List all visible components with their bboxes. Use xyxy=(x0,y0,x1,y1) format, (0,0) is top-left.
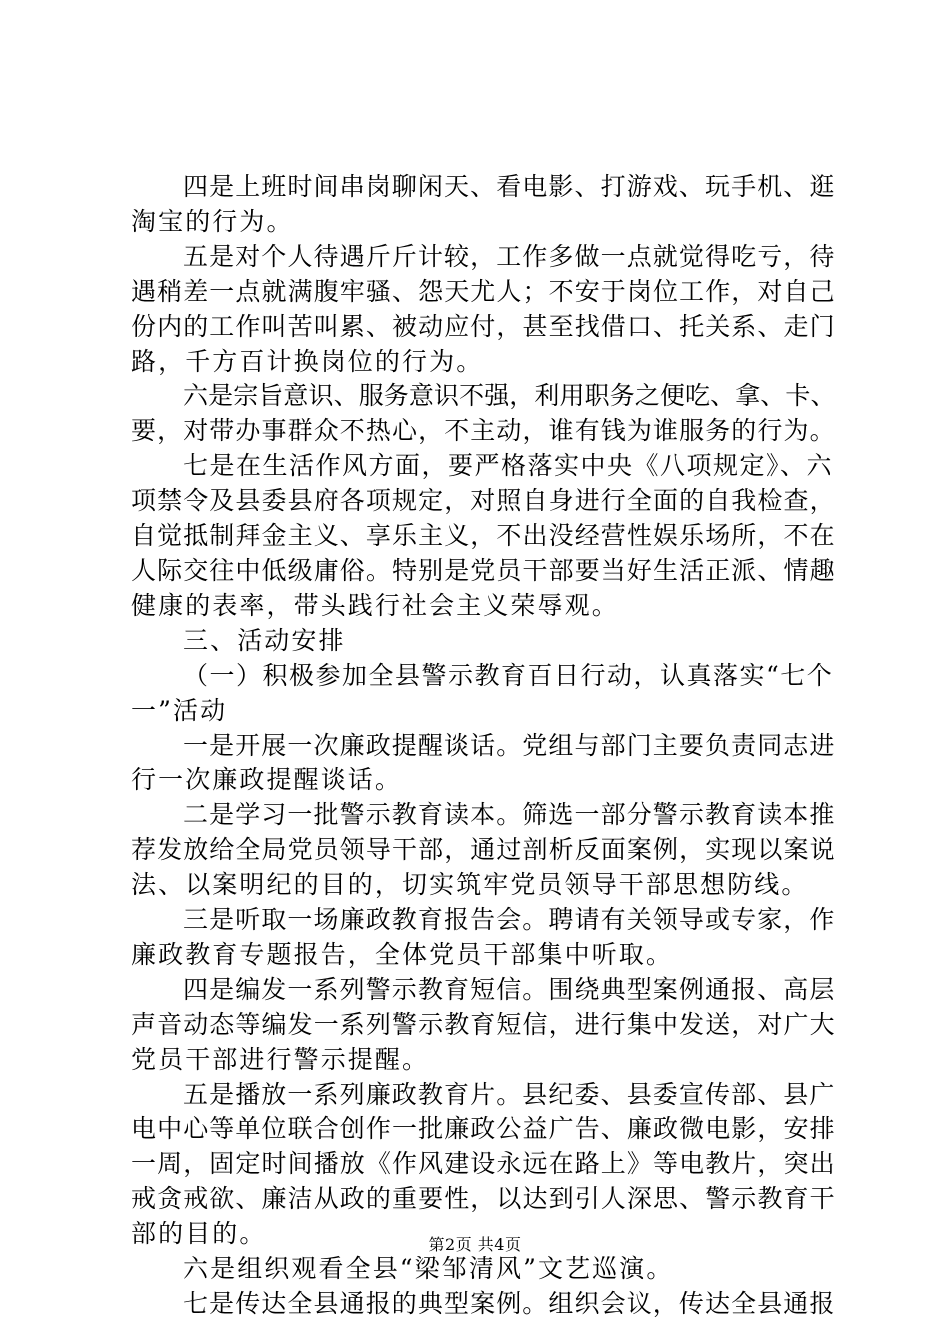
text-line: 一周，固定时间播放《作风建设永远在路上》等电教片，突出 xyxy=(131,1149,836,1179)
text-line: 荐发放给全局党员领导干部，通过剖析反面案例，实现以案说 xyxy=(131,835,836,865)
text-line: 四是上班时间串岗聊闲天、看电影、打游戏、玩手机、逛 xyxy=(183,172,836,201)
text-line: 电中心等单位联合创作一批廉政公益广告、廉政微电影，安排 xyxy=(131,1114,836,1144)
text-line: 法、以案明纪的目的，切实筑牢党员领导干部思想防线。 xyxy=(131,870,809,900)
text-line: 淘宝的行为。 xyxy=(131,206,294,236)
text-line: 遇稍差一点就满腹牢骚、怨天尤人；不安于岗位工作，对自己 xyxy=(131,276,836,306)
text-line: 六是宗旨意识、服务意识不强，利用职务之便吃、拿、卡、 xyxy=(183,381,836,411)
text-line: 七是在生活作风方面，要严格落实中央《八项规定》、六 xyxy=(183,451,834,481)
document-body xyxy=(131,170,836,1322)
text-line: 戒贪戒欲、廉洁从政的重要性，以达到引人深思、警示教育干 xyxy=(131,1184,836,1214)
text-line: 六是组织观看全县“梁邹清风”文艺巡演。 xyxy=(183,1254,674,1284)
text-line: 廉政教育专题报告，全体党员干部集中听取。 xyxy=(131,939,674,969)
text-line: 自觉抵制拜金主义、享乐主义，不出没经营性娱乐场所，不在 xyxy=(131,521,836,551)
text-line: 七是传达全县通报的典型案例。组织会议，传达全县通报 xyxy=(183,1289,836,1318)
text-line: 五是对个人待遇斤斤计较，工作多做一点就觉得吃亏，待 xyxy=(183,241,836,271)
text-line: 二是学习一批警示教育读本。筛选一部分警示教育读本推 xyxy=(183,800,836,830)
text-line: 项禁令及县委县府各项规定，对照自身进行全面的自我检查， xyxy=(131,486,836,516)
text-line: 行一次廉政提醒谈话。 xyxy=(131,765,403,795)
text-line: 要，对带办事群众不热心，不主动，谁有钱为谁服务的行为。 xyxy=(131,416,836,446)
text-line: 三是听取一场廉政教育报告会。聘请有关领导或专家，作 xyxy=(183,905,836,935)
text-line: 一是开展一次廉政提醒谈话。党组与部门主要负责同志进 xyxy=(183,730,836,760)
text-line: 五是播放一系列廉政教育片。县纪委、县委宣传部、县广 xyxy=(183,1079,836,1109)
page-footer: 第2页 共4页 xyxy=(428,1235,522,1254)
text-line: 声音动态等编发一系列警示教育短信，进行集中发送，对广大 xyxy=(131,1009,836,1039)
text-line: 健康的表率，带头践行社会主义荣辱观。 xyxy=(131,590,619,620)
text-line: 部的目的。 xyxy=(131,1219,267,1249)
text-line: 三、活动安排 xyxy=(183,625,346,655)
text-line: 份内的工作叫苦叫累、被动应付，甚至找借口、托关系、走门 xyxy=(131,311,836,341)
text-line: 党员干部进行警示提醒。 xyxy=(131,1044,430,1074)
text-line: 路，千方百计换岗位的行为。 xyxy=(131,346,484,376)
text-line: 人际交往中低级庸俗。特别是党员干部要当好生活正派、情趣 xyxy=(131,555,836,585)
text-line: 一”活动 xyxy=(131,695,228,725)
text-line: （一）积极参加全县警示教育百日行动，认真落实“七个 xyxy=(183,660,834,690)
text-line: 四是编发一系列警示教育短信。围绕典型案例通报、高层 xyxy=(183,974,836,1004)
